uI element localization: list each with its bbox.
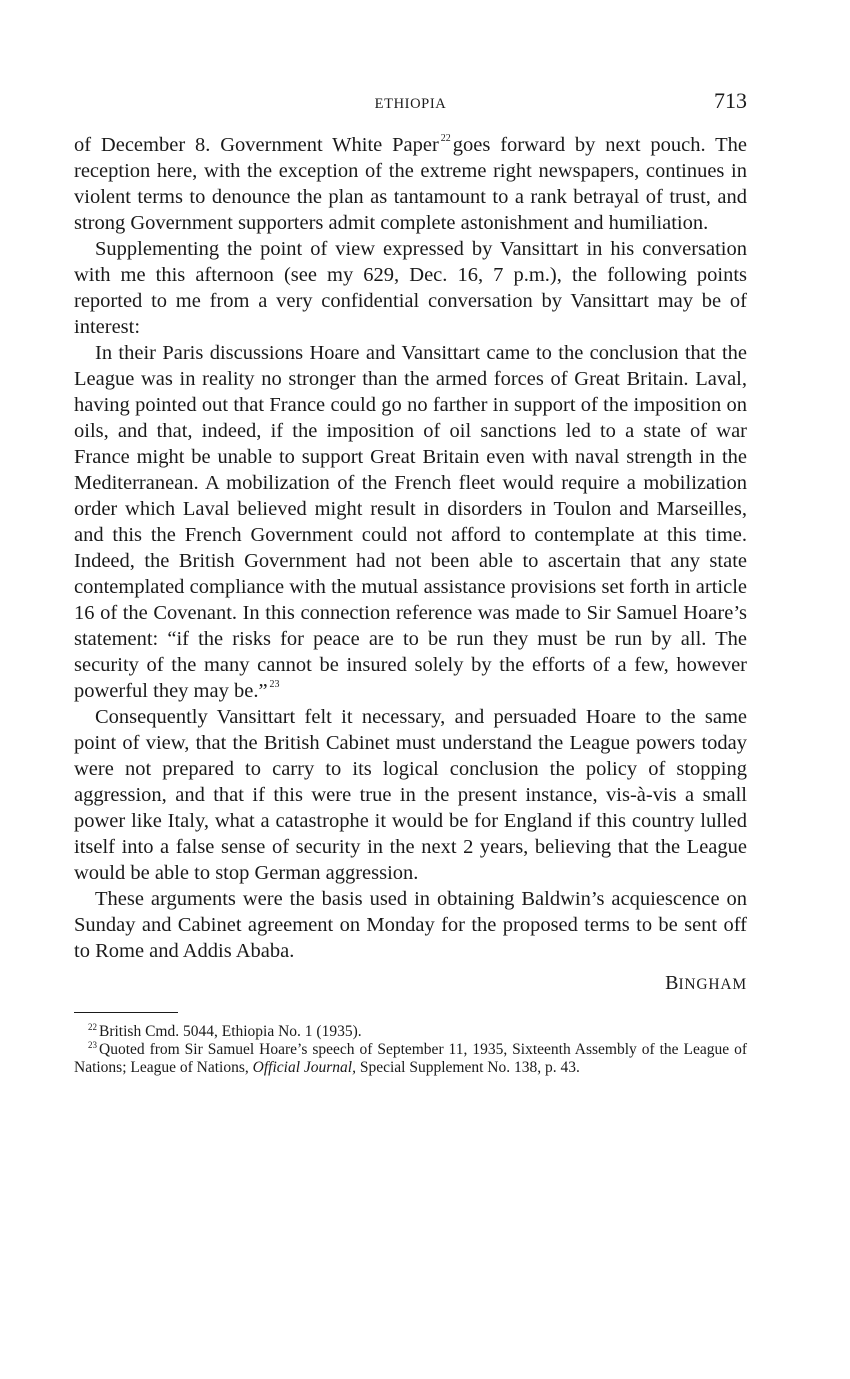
footnote-ref-22: 22	[440, 133, 451, 144]
paragraph-3-text: In their Paris discussions Hoare and Vansittart came to the conclusion that the League was in reality no stronger than the armed forces of Great Britain. Laval, having pointed out that France could go no farther in support of the imposition on oils, and that, indeed, if the imposition of oil sanctions led to a state of war France might be unable to support Great Britain even with naval strength in the Mediterranean. A mobilization of the French fleet would require a mobilization order which Laval believed might result in disorders in Toulon and Marseilles, and this the French Government could not afford to contemplate at this time. Indeed, the British Government had not been able to ascertain that any state contemplated compliance with the mutual assistance provisions set forth in article 16 of the Covenant. In this connection reference was made to Sir Samuel Hoare’s statement: “if the risks for peace are to be run they must be run by all. The security of the many cannot be insured solely by the efforts of a few, however powerful they may be.”	[74, 342, 747, 702]
page-number: 713	[714, 88, 747, 113]
signature-initial: B	[665, 972, 679, 994]
page-header	[74, 84, 747, 124]
running-head: ETHIOPIA	[374, 96, 447, 112]
footnote-divider	[74, 1012, 178, 1013]
signature-rest: INGHAM	[678, 976, 747, 993]
footnote-23	[74, 1041, 747, 1077]
paragraph-3	[74, 340, 747, 704]
footnote-ref-23: 23	[269, 679, 280, 690]
footnote-23-journal-title: Official Journal,	[252, 1059, 356, 1076]
footnote-23-text-before: Quoted from Sir Samuel Hoare’s speech of September 11, 1935, Sixteenth Assembly of the League of Nations; League of Nations,	[74, 1041, 747, 1076]
paragraph-1-text-b: goes forward by next pouch. The reception here, with the exception of the extreme right newspapers, continues in violent terms to denounce the plan as tantamount to a rank betrayal of trust, and strong Government supporters admit complete astonishment and humiliation.	[74, 134, 747, 234]
signature	[74, 970, 747, 998]
paragraph-2: Supplementing the point of view expressed by Vansittart in his conversation with me this afternoon (see my 629, Dec. 16, 7 p.m.), the following points reported to me from a very confidential conversation by Vansittart may be of interest:	[74, 238, 747, 338]
body-text	[74, 132, 747, 998]
paragraph-5: These arguments were the basis used in obtaining Baldwin’s acquiescence on Sunday and Cabinet agreement on Monday for the proposed terms to be sent off to Rome and Addis Ababa.	[74, 888, 747, 962]
footnotes	[74, 1023, 747, 1077]
document-page	[74, 84, 747, 1077]
footnote-22-text: British Cmd. 5044, Ethiopia No. 1 (1935).	[99, 1023, 362, 1040]
paragraph-1-text-a: of December 8. Government White Paper	[74, 134, 439, 156]
footnote-mark-23: 23	[88, 1040, 97, 1050]
footnote-23-text-after: Special Supplement No. 138, p. 43.	[359, 1059, 580, 1076]
footnote-22	[74, 1023, 747, 1041]
footnote-mark-22: 22	[88, 1022, 97, 1032]
paragraph-4: Consequently Vansittart felt it necessary, and persuaded Hoare to the same point of view, that the British Cabinet must understand the League powers today were not prepared to carry to its logical conclusion the policy of stopping aggression, and that if this were true in the present instance, vis-à-vis a small power like Italy, what a catastrophe it would be for England if this country lulled itself into a false sense of security in the next 2 years, believing that the League would be able to stop German aggression.	[74, 706, 747, 884]
paragraph-1	[74, 132, 747, 236]
